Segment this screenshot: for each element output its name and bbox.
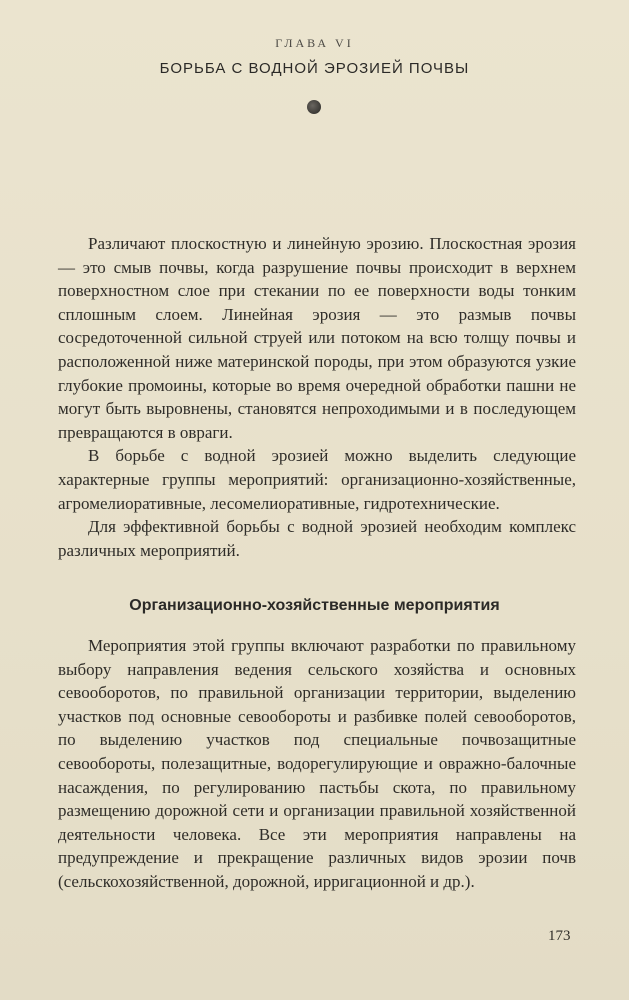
- section-heading: Организационно-хозяйственные мероприятия: [129, 597, 500, 614]
- chapter-label: ГЛАВА VI: [275, 36, 354, 50]
- intro-text-block: [58, 232, 576, 562]
- ornament-dot-icon: [307, 100, 321, 114]
- page-number: 173: [548, 928, 571, 944]
- chapter-title: БОРЬБА С ВОДНОЙ ЭРОЗИЕЙ ПОЧВЫ: [159, 60, 470, 77]
- paragraph: В борьбе с водной эрозией можно выделить следующие характерные группы мероприятий: организационно-хозяйственные, агромелиоративные, лесомелиоративные, гидротехнические.: [58, 446, 576, 513]
- section-text-block: [58, 634, 576, 894]
- paragraph: Для эффективной борьбы с водной эрозией необходим комплекс различных мероприятий.: [58, 517, 576, 560]
- paragraph: Различают плоскостную и линейную эрозию. Плоскостная эрозия — это смыв почвы, когда разрушение почвы происходит в верхнем поверхностном слое при стекании по ее поверхности воды тонким сплошным слоем. Линейная эрозия — это размыв почвы сосредоточенной сильной струей или потоком на всю толщу почвы и расположенной ниже материнской породы, при этом образуются узкие глубокие промоины, которые во время очередной обработки пашни не могут быть выровнены, становятся непроходимыми и в последующем превращаются в овраги.: [58, 234, 576, 442]
- paragraph: Мероприятия этой группы включают разработки по правильному выбору направления ведения сельского хозяйства и основных севооборотов, по правильной организации территории, выделению участков под основные севообороты и разбивке полей севооборотов, по выделению участков под специальные почвозащитные севообороты, полезащитные, водорегулирующие и овражно-балочные насаждения, по регулированию пастьбы скота, по правильному размещению дорожной сети и организации правильной хозяйственной деятельности человека. Все эти мероприятия направлены на предупреждение и прекращение различных видов эрозии почв (сельскохозяйственной, дорожной, ирригационной и др.).: [58, 636, 576, 891]
